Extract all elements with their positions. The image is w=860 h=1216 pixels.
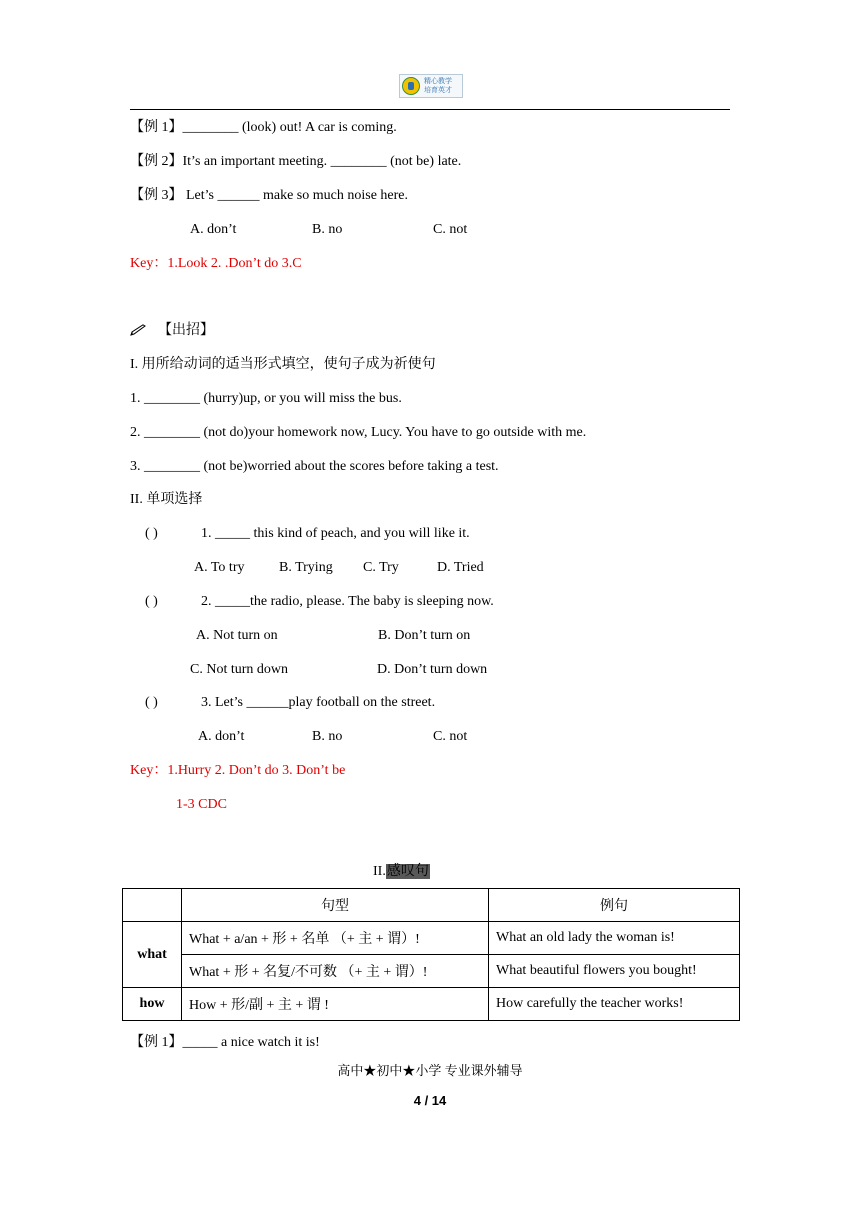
logo-text-line1: 精心教学 (424, 77, 452, 85)
q2-option-a: A. Not turn on (196, 628, 278, 643)
table-header-pattern: 句型 (182, 889, 489, 922)
answer-key-2: Key：1.Hurry 2. Don’t do 3. Don’t be (130, 763, 346, 778)
exclamation-table (122, 888, 740, 1021)
table-row-label-how: how (123, 988, 182, 1021)
ex3-option-c: C. not (433, 222, 468, 237)
q1-paren: ( ) (145, 526, 158, 541)
example-after-table (130, 1034, 320, 1052)
q1-option-c: C. Try (363, 560, 399, 575)
table-cell-example: What beautiful flowers you bought! (489, 955, 740, 988)
header-rule (130, 109, 730, 110)
q3-paren: ( ) (145, 695, 158, 710)
example-3-text: Let’s ______ make so much noise here. (182, 188, 409, 203)
part1-title: I. 用所给动词的适当形式填空，使句子成为祈使句 (130, 357, 436, 372)
header-logo (399, 74, 463, 98)
example-2-text: It’s an important meeting. ________ (not be) late. (182, 154, 462, 169)
answer-key-1: Key：1.Look 2. .Don’t do 3.C (130, 256, 302, 271)
table-row (123, 988, 740, 1021)
ex3-option-a: A. don’t (190, 222, 237, 237)
answer-key-2-mc: 1-3 CDC (176, 797, 227, 812)
table-header-empty (123, 889, 182, 922)
table-cell-example: What an old lady the woman is! (489, 922, 740, 955)
example-3-tag: 【例 3】 (130, 188, 183, 203)
table-cell-example: How carefully the teacher works! (489, 988, 740, 1021)
example-1-tag: 【例 1】 (130, 120, 183, 135)
q1-option-b: B. Trying (279, 560, 333, 575)
q2-paren: ( ) (145, 594, 158, 609)
part1-item-2: 2. ________ (not do)your homework now, Lucy. You have to go outside with me. (130, 425, 587, 440)
part2-title: II. 单项选择 (130, 492, 203, 507)
q3-option-b: B. no (312, 729, 343, 744)
table-cell-pattern: What + a/an + 形 + 名单 （+ 主 + 谓）! (182, 922, 489, 955)
example-after-text: _____ a nice watch it is! (182, 1035, 320, 1050)
q3-option-c: C. not (433, 729, 468, 744)
example-3 (130, 187, 408, 205)
table-cell-pattern: How + 形/副 + 主 + 谓 ! (182, 988, 489, 1021)
example-after-tag: 【例 1】 (130, 1035, 183, 1050)
page-number: 4 / 14 (413, 1093, 447, 1108)
q3-text: 3. Let’s ______play football on the street. (201, 695, 436, 710)
q2-option-c: C. Not turn down (190, 662, 288, 677)
table-row (123, 955, 740, 988)
q1-text: 1. _____ this kind of peach, and you will like it. (201, 526, 470, 541)
logo-text-line2: 培育英才 (424, 86, 452, 94)
q2-text: 2. _____the radio, please. The baby is sleeping now. (201, 594, 494, 609)
example-2 (130, 153, 461, 171)
pen-icon (130, 324, 146, 341)
table-header-example: 例句 (489, 889, 740, 922)
logo-emblem-icon (402, 77, 420, 95)
example-2-tag: 【例 2】 (130, 154, 183, 169)
q1-option-d: D. Tried (437, 560, 484, 575)
table-cell-pattern: What + 形 + 名复/不可数 （+ 主 + 谓）! (182, 955, 489, 988)
table-header-row (123, 889, 740, 922)
q3-option-a: A. don’t (198, 729, 245, 744)
part1-item-3: 3. ________ (not be)worried about the scores before taking a test. (130, 459, 499, 474)
section2-heading (373, 863, 430, 881)
part1-item-1: 1. ________ (hurry)up, or you will miss the bus. (130, 391, 402, 406)
chuzhao-heading: 【出招】 (158, 323, 214, 338)
q1-option-a: A. To try (194, 560, 245, 575)
q2-option-b: B. Don’t turn on (378, 628, 471, 643)
footer-text: 高中★初中★小学 专业课外辅导 (337, 1063, 523, 1078)
section2-title: 感叹句 (386, 864, 429, 879)
q2-option-d: D. Don’t turn down (377, 662, 488, 677)
ex3-option-b: B. no (312, 222, 343, 237)
example-1 (130, 119, 397, 137)
table-row-label-what: what (123, 922, 182, 988)
example-1-text: ________ (look) out! A car is coming. (182, 120, 397, 135)
section2-prefix: II. (373, 864, 386, 879)
table-row (123, 922, 740, 955)
